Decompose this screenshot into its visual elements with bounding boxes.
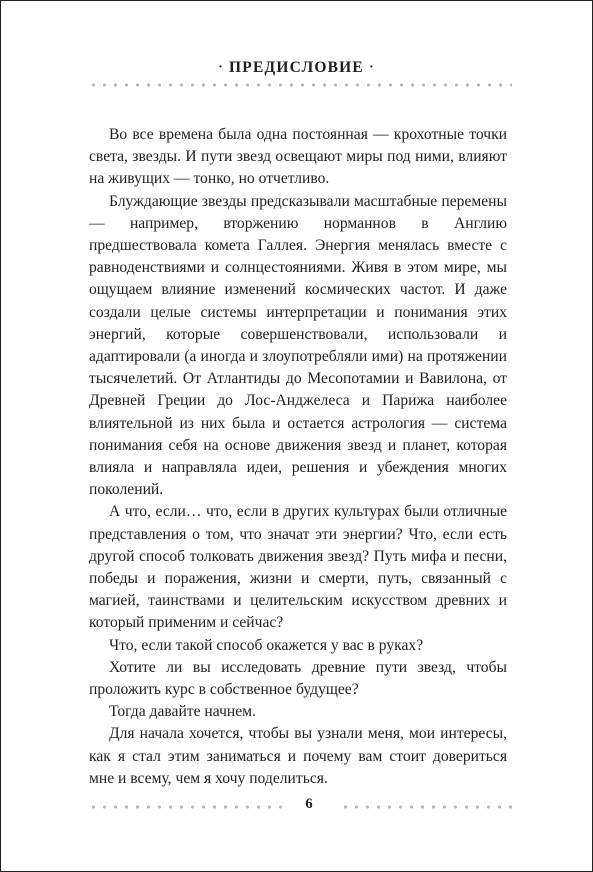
running-header	[1, 59, 592, 77]
header-title: ПРЕДИСЛОВИЕ	[229, 59, 364, 76]
footer-dotted-rule-left	[88, 805, 284, 809]
header-bullet-left: ·	[218, 60, 225, 75]
paragraph-2: Блуждающие звезды предсказывали масштабные перемены — например, вторжению норманнов в Англию предшествовала комета Галлея. Энергия менялась вместе с равноденствиями и солнцестояниями. Живя в этом мире, мы ощущаем влияние изменений космических частот. И даже создали целые системы интерпретации и понимания этих энергий, которые совершенствовали, использовали и адаптировали (а иногда и злоупотребляли ими) на протяжении тысячелетий. От Атлантиды до Месопотамии и Вавилона, от Древней Греции до Лос-Анджелеса и Парижа наиболее влиятельной из них была и остается астрология — система понимания себя на основе движения звезд и планет, которая влияла и направляла идеи, решения и убеждения многих поколений.	[89, 192, 507, 499]
paragraph-7: Для начала хочется, чтобы вы узнали меня, мои интересы, как я стал этим заниматься и почему вам стоит довериться мне и всему, чем я хочу поделиться.	[89, 725, 507, 787]
body-text	[89, 124, 507, 790]
header-bullet-right: ·	[368, 60, 375, 75]
header-dotted-rule	[88, 83, 512, 87]
footer-dotted-rule-right	[340, 805, 514, 809]
page-number: 6	[305, 796, 313, 812]
paragraph-3: А что, если… что, если в других культурах были отличные представления о том, что значат эти энергии? Что, если есть другой способ толковать движения звезд? Путь мифа и песни, победы и поражения, жизни и смерти, путь, связанный с магией, таинствами и целительским искусством древних и который применим и сейчас?	[89, 503, 507, 632]
paragraph-4: Что, если такой способ окажется у вас в руках?	[109, 636, 424, 654]
paragraph-5: Хотите ли вы исследовать древние пути звезд, чтобы проложить курс в собственное будущее?	[89, 658, 507, 699]
paragraph-6: Тогда давайте начнем.	[109, 703, 256, 721]
paragraph-1: Во все времена была одна постоянная — крохотные точки света, звезды. И пути звезд освещают миры под ними, влияют на живущих — тонко, но отчетливо.	[89, 126, 507, 188]
